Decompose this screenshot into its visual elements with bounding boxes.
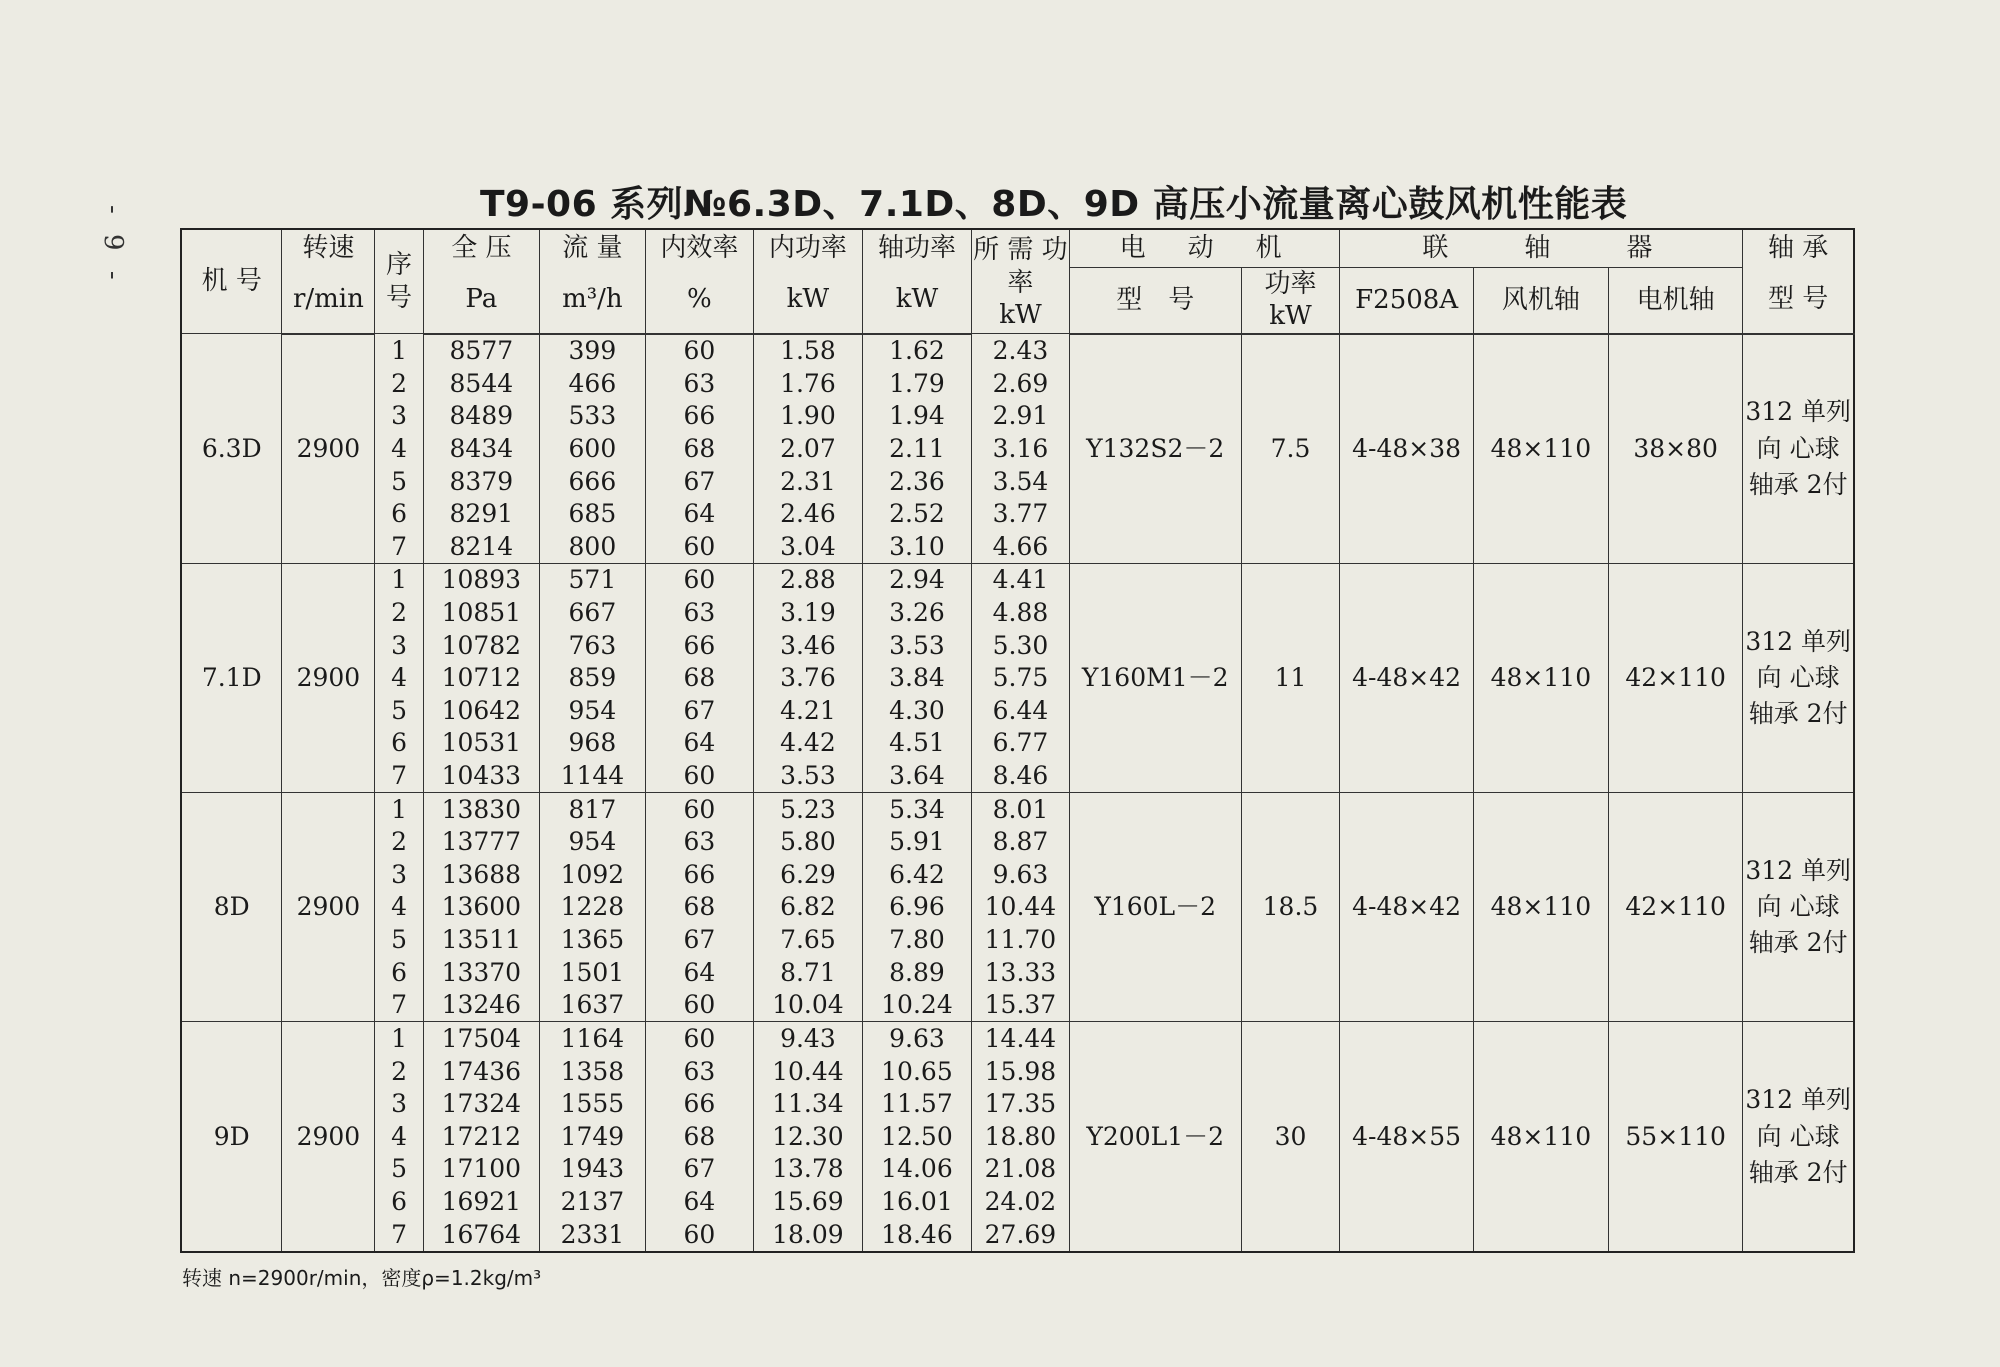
shaft-power-cell: 3.84	[862, 662, 971, 695]
pressure-cell: 10642	[423, 694, 539, 727]
shaft-power-cell: 5.91	[862, 826, 971, 859]
inner-eff-cell: 68	[645, 891, 753, 924]
flow-cell: 968	[539, 727, 645, 760]
inner-power-cell: 3.76	[753, 662, 862, 695]
inner-eff-cell: 67	[645, 1153, 753, 1186]
pressure-cell: 8379	[423, 465, 539, 498]
shaft-power-cell: 9.63	[862, 1022, 971, 1055]
shaft-power-cell: 12.50	[862, 1120, 971, 1153]
speed-cell: 2900	[282, 563, 375, 792]
header-bearing: 轴 承	[1743, 229, 1854, 267]
machine-no-cell: 7.1D	[181, 563, 282, 792]
req-power-cell: 2.91	[971, 400, 1069, 433]
req-power-cell: 3.16	[971, 432, 1069, 465]
inner-eff-cell: 60	[645, 989, 753, 1022]
machine-no-cell: 6.3D	[181, 334, 282, 564]
inner-eff-cell: 63	[645, 367, 753, 400]
flow-cell: 571	[539, 563, 645, 596]
req-power-cell: 6.44	[971, 694, 1069, 727]
req-power-cell: 2.43	[971, 334, 1069, 368]
seq-cell: 6	[375, 727, 423, 760]
flow-cell: 954	[539, 826, 645, 859]
seq-cell: 6	[375, 1185, 423, 1218]
flow-cell: 666	[539, 465, 645, 498]
motor-model-cell: Y200L1－2	[1069, 1022, 1241, 1252]
coupling-cell: 4-48×38	[1340, 334, 1473, 564]
inner-eff-cell: 64	[645, 956, 753, 989]
seq-cell: 7	[375, 1218, 423, 1252]
header-shaft-power-unit: kW	[862, 267, 971, 334]
speed-cell: 2900	[282, 1022, 375, 1252]
flow-cell: 800	[539, 530, 645, 563]
flow-cell: 533	[539, 400, 645, 433]
inner-eff-cell: 63	[645, 826, 753, 859]
pressure-cell: 17212	[423, 1120, 539, 1153]
inner-eff-cell: 60	[645, 334, 753, 368]
machine-no-cell: 9D	[181, 1022, 282, 1252]
req-power-cell: 4.66	[971, 530, 1069, 563]
seq-cell: 7	[375, 530, 423, 563]
motor-model-cell: Y160L－2	[1069, 793, 1241, 1022]
header-coupling-model: F2508A	[1340, 267, 1473, 334]
shaft-power-cell: 18.46	[862, 1218, 971, 1252]
seq-cell: 5	[375, 465, 423, 498]
flow-cell: 763	[539, 629, 645, 662]
req-power-cell: 5.30	[971, 629, 1069, 662]
inner-power-cell: 2.46	[753, 498, 862, 531]
seq-cell: 4	[375, 662, 423, 695]
motor-power-cell: 7.5	[1241, 334, 1340, 564]
inner-power-cell: 5.80	[753, 826, 862, 859]
header-motor-power-label: 功率	[1264, 268, 1317, 299]
flow-cell: 1358	[539, 1055, 645, 1088]
pressure-cell: 17436	[423, 1055, 539, 1088]
req-power-cell: 17.35	[971, 1088, 1069, 1121]
shaft-power-cell: 3.53	[862, 629, 971, 662]
inner-power-cell: 3.19	[753, 597, 862, 630]
header-inner-power: 内功率	[753, 229, 862, 267]
fan-shaft-cell: 48×110	[1473, 1022, 1608, 1252]
seq-cell: 2	[375, 1055, 423, 1088]
coupling-cell: 4-48×42	[1340, 793, 1473, 1022]
seq-cell: 3	[375, 400, 423, 433]
header-flow-unit: m³/h	[539, 267, 645, 334]
req-power-cell: 5.75	[971, 662, 1069, 695]
seq-cell: 6	[375, 956, 423, 989]
shaft-power-cell: 4.51	[862, 727, 971, 760]
pressure-cell: 13511	[423, 923, 539, 956]
table-row	[181, 334, 1854, 368]
header-flow: 流 量	[539, 229, 645, 267]
page-number: - 9 -	[98, 205, 128, 286]
coupling-cell: 4-48×42	[1340, 563, 1473, 792]
flow-cell: 466	[539, 367, 645, 400]
speed-cell: 2900	[282, 793, 375, 1022]
header-inner-eff-unit: %	[645, 267, 753, 334]
req-power-cell: 9.63	[971, 858, 1069, 891]
shaft-power-cell: 1.62	[862, 334, 971, 368]
seq-cell: 5	[375, 694, 423, 727]
inner-power-cell: 11.34	[753, 1088, 862, 1121]
motor-model-cell: Y160M1－2	[1069, 563, 1241, 792]
header-req-power-unit: kW	[999, 300, 1042, 330]
pressure-cell: 8489	[423, 400, 539, 433]
seq-cell: 4	[375, 432, 423, 465]
motor-shaft-cell: 55×110	[1609, 1022, 1743, 1252]
seq-cell: 2	[375, 826, 423, 859]
seq-cell: 1	[375, 563, 423, 596]
req-power-cell: 3.54	[971, 465, 1069, 498]
shaft-power-cell: 6.96	[862, 891, 971, 924]
header-motor-shaft: 电机轴	[1609, 267, 1743, 334]
flow-cell: 2137	[539, 1185, 645, 1218]
inner-power-cell: 8.71	[753, 956, 862, 989]
shaft-power-cell: 3.10	[862, 530, 971, 563]
pressure-cell: 8214	[423, 530, 539, 563]
flow-cell: 954	[539, 694, 645, 727]
header-speed: 转速	[282, 229, 375, 267]
flow-cell: 817	[539, 793, 645, 826]
flow-cell: 685	[539, 498, 645, 531]
pressure-cell: 10531	[423, 727, 539, 760]
table-title: T9-06 系列№6.3D、7.1D、8D、9D 高压小流量离心鼓风机性能表	[480, 184, 1628, 225]
bearing-cell: 312 单列向 心球 轴承 2付	[1743, 334, 1854, 564]
shaft-power-cell: 7.80	[862, 923, 971, 956]
shaft-power-cell: 2.52	[862, 498, 971, 531]
shaft-power-cell: 3.26	[862, 597, 971, 630]
inner-power-cell: 2.07	[753, 432, 862, 465]
req-power-cell: 21.08	[971, 1153, 1069, 1186]
pressure-cell: 10712	[423, 662, 539, 695]
inner-power-cell: 15.69	[753, 1185, 862, 1218]
motor-shaft-cell: 42×110	[1609, 563, 1743, 792]
inner-power-cell: 1.58	[753, 334, 862, 368]
footnote: 转速 n=2900r/min，密度ρ=1.2kg/m³	[182, 1266, 542, 1290]
inner-power-cell: 6.82	[753, 891, 862, 924]
req-power-cell: 8.01	[971, 793, 1069, 826]
seq-cell: 3	[375, 858, 423, 891]
header-pressure-unit: Pa	[423, 267, 539, 334]
flow-cell: 1144	[539, 759, 645, 792]
inner-power-cell: 9.43	[753, 1022, 862, 1055]
inner-eff-cell: 64	[645, 498, 753, 531]
shaft-power-cell: 4.30	[862, 694, 971, 727]
flow-cell: 1943	[539, 1153, 645, 1186]
shaft-power-cell: 2.94	[862, 563, 971, 596]
inner-power-cell: 2.31	[753, 465, 862, 498]
req-power-cell: 8.87	[971, 826, 1069, 859]
fan-shaft-cell: 48×110	[1473, 334, 1608, 564]
inner-power-cell: 13.78	[753, 1153, 862, 1186]
shaft-power-cell: 11.57	[862, 1088, 971, 1121]
header-speed-unit: r/min	[282, 267, 375, 334]
flow-cell: 667	[539, 597, 645, 630]
inner-eff-cell: 60	[645, 1218, 753, 1252]
req-power-cell: 18.80	[971, 1120, 1069, 1153]
inner-eff-cell: 66	[645, 400, 753, 433]
shaft-power-cell: 1.94	[862, 400, 971, 433]
pressure-cell: 13246	[423, 989, 539, 1022]
seq-cell: 1	[375, 1022, 423, 1055]
inner-eff-cell: 60	[645, 793, 753, 826]
inner-eff-cell: 60	[645, 1022, 753, 1055]
pressure-cell: 8434	[423, 432, 539, 465]
inner-eff-cell: 66	[645, 858, 753, 891]
inner-eff-cell: 60	[645, 759, 753, 792]
inner-eff-cell: 67	[645, 694, 753, 727]
req-power-cell: 13.33	[971, 956, 1069, 989]
seq-cell: 6	[375, 498, 423, 531]
shaft-power-cell: 6.42	[862, 858, 971, 891]
pressure-cell: 13688	[423, 858, 539, 891]
header-shaft-power: 轴功率	[862, 229, 971, 267]
pressure-cell: 17504	[423, 1022, 539, 1055]
pressure-cell: 17324	[423, 1088, 539, 1121]
bearing-cell: 312 单列向 心球 轴承 2付	[1743, 563, 1854, 792]
req-power-cell: 8.46	[971, 759, 1069, 792]
header-motor-power	[1241, 267, 1340, 334]
inner-eff-cell: 60	[645, 530, 753, 563]
header-inner-power-unit: kW	[753, 267, 862, 334]
req-power-cell: 14.44	[971, 1022, 1069, 1055]
performance-table	[180, 228, 1855, 1253]
inner-power-cell: 3.04	[753, 530, 862, 563]
seq-cell: 1	[375, 334, 423, 368]
inner-eff-cell: 64	[645, 1185, 753, 1218]
flow-cell: 1164	[539, 1022, 645, 1055]
header-seq: 序 号	[375, 229, 423, 334]
req-power-cell: 24.02	[971, 1185, 1069, 1218]
header-fan-shaft: 风机轴	[1473, 267, 1608, 334]
pressure-cell: 16921	[423, 1185, 539, 1218]
seq-cell: 7	[375, 989, 423, 1022]
seq-cell: 5	[375, 1153, 423, 1186]
pressure-cell: 13777	[423, 826, 539, 859]
flow-cell: 1092	[539, 858, 645, 891]
seq-cell: 2	[375, 367, 423, 400]
inner-eff-cell: 68	[645, 662, 753, 695]
pressure-cell: 8544	[423, 367, 539, 400]
inner-power-cell: 6.29	[753, 858, 862, 891]
header-motor: 电 动 机	[1069, 229, 1340, 267]
header-machine: 机 号	[181, 229, 282, 334]
flow-cell: 1555	[539, 1088, 645, 1121]
inner-power-cell: 1.76	[753, 367, 862, 400]
shaft-power-cell: 10.24	[862, 989, 971, 1022]
inner-power-cell: 3.53	[753, 759, 862, 792]
pressure-cell: 13830	[423, 793, 539, 826]
header-bearing-model: 型 号	[1743, 267, 1854, 334]
pressure-cell: 10433	[423, 759, 539, 792]
inner-power-cell: 4.42	[753, 727, 862, 760]
inner-power-cell: 5.23	[753, 793, 862, 826]
inner-power-cell: 4.21	[753, 694, 862, 727]
motor-power-cell: 11	[1241, 563, 1340, 792]
req-power-cell: 15.37	[971, 989, 1069, 1022]
pressure-cell: 10893	[423, 563, 539, 596]
motor-power-cell: 30	[1241, 1022, 1340, 1252]
motor-shaft-cell: 38×80	[1609, 334, 1743, 564]
motor-power-cell: 18.5	[1241, 793, 1340, 1022]
req-power-cell: 2.69	[971, 367, 1069, 400]
shaft-power-cell: 1.79	[862, 367, 971, 400]
machine-no-cell: 8D	[181, 793, 282, 1022]
seq-cell: 5	[375, 923, 423, 956]
fan-shaft-cell: 48×110	[1473, 793, 1608, 1022]
header-motor-power-unit: kW	[1269, 301, 1312, 331]
fan-shaft-cell: 48×110	[1473, 563, 1608, 792]
flow-cell: 1501	[539, 956, 645, 989]
motor-shaft-cell: 42×110	[1609, 793, 1743, 1022]
inner-eff-cell: 60	[645, 563, 753, 596]
inner-eff-cell: 64	[645, 727, 753, 760]
shaft-power-cell: 10.65	[862, 1055, 971, 1088]
header-pressure: 全 压	[423, 229, 539, 267]
inner-power-cell: 2.88	[753, 563, 862, 596]
header-inner-eff: 内效率	[645, 229, 753, 267]
seq-cell: 4	[375, 1120, 423, 1153]
inner-power-cell: 7.65	[753, 923, 862, 956]
pressure-cell: 10851	[423, 597, 539, 630]
header-req-power	[971, 229, 1069, 334]
flow-cell: 859	[539, 662, 645, 695]
bearing-cell: 312 单列向 心球 轴承 2付	[1743, 793, 1854, 1022]
pressure-cell: 16764	[423, 1218, 539, 1252]
motor-model-cell: Y132S2－2	[1069, 334, 1241, 564]
flow-cell: 600	[539, 432, 645, 465]
inner-eff-cell: 68	[645, 1120, 753, 1153]
req-power-cell: 10.44	[971, 891, 1069, 924]
seq-cell: 3	[375, 629, 423, 662]
shaft-power-cell: 2.11	[862, 432, 971, 465]
bearing-cell: 312 单列向 心球 轴承 2付	[1743, 1022, 1854, 1252]
flow-cell: 1637	[539, 989, 645, 1022]
header-coupling: 联 轴 器	[1340, 229, 1743, 267]
seq-cell: 2	[375, 597, 423, 630]
flow-cell: 1365	[539, 923, 645, 956]
inner-eff-cell: 68	[645, 432, 753, 465]
coupling-cell: 4-48×55	[1340, 1022, 1473, 1252]
req-power-cell: 11.70	[971, 923, 1069, 956]
speed-cell: 2900	[282, 334, 375, 564]
inner-power-cell: 1.90	[753, 400, 862, 433]
inner-eff-cell: 67	[645, 923, 753, 956]
req-power-cell: 4.88	[971, 597, 1069, 630]
pressure-cell: 8577	[423, 334, 539, 368]
table-row	[181, 1022, 1854, 1055]
shaft-power-cell: 14.06	[862, 1153, 971, 1186]
header-motor-model: 型 号	[1069, 267, 1241, 334]
table-row	[181, 793, 1854, 826]
flow-cell: 1228	[539, 891, 645, 924]
inner-eff-cell: 67	[645, 465, 753, 498]
seq-cell: 4	[375, 891, 423, 924]
req-power-cell: 6.77	[971, 727, 1069, 760]
flow-cell: 2331	[539, 1218, 645, 1252]
shaft-power-cell: 16.01	[862, 1185, 971, 1218]
req-power-cell: 27.69	[971, 1218, 1069, 1252]
flow-cell: 1749	[539, 1120, 645, 1153]
req-power-cell: 3.77	[971, 498, 1069, 531]
inner-power-cell: 12.30	[753, 1120, 862, 1153]
pressure-cell: 8291	[423, 498, 539, 531]
seq-cell: 3	[375, 1088, 423, 1121]
inner-eff-cell: 66	[645, 629, 753, 662]
shaft-power-cell: 8.89	[862, 956, 971, 989]
header-req-power-label: 所 需 功 率	[973, 235, 1068, 298]
shaft-power-cell: 2.36	[862, 465, 971, 498]
inner-power-cell: 18.09	[753, 1218, 862, 1252]
pressure-cell: 13370	[423, 956, 539, 989]
req-power-cell: 15.98	[971, 1055, 1069, 1088]
flow-cell: 399	[539, 334, 645, 368]
shaft-power-cell: 5.34	[862, 793, 971, 826]
inner-power-cell: 10.04	[753, 989, 862, 1022]
inner-eff-cell: 63	[645, 597, 753, 630]
req-power-cell: 4.41	[971, 563, 1069, 596]
shaft-power-cell: 3.64	[862, 759, 971, 792]
inner-eff-cell: 66	[645, 1088, 753, 1121]
inner-power-cell: 10.44	[753, 1055, 862, 1088]
pressure-cell: 10782	[423, 629, 539, 662]
seq-cell: 7	[375, 759, 423, 792]
table-row	[181, 563, 1854, 596]
seq-cell: 1	[375, 793, 423, 826]
inner-eff-cell: 63	[645, 1055, 753, 1088]
inner-power-cell: 3.46	[753, 629, 862, 662]
pressure-cell: 17100	[423, 1153, 539, 1186]
pressure-cell: 13600	[423, 891, 539, 924]
